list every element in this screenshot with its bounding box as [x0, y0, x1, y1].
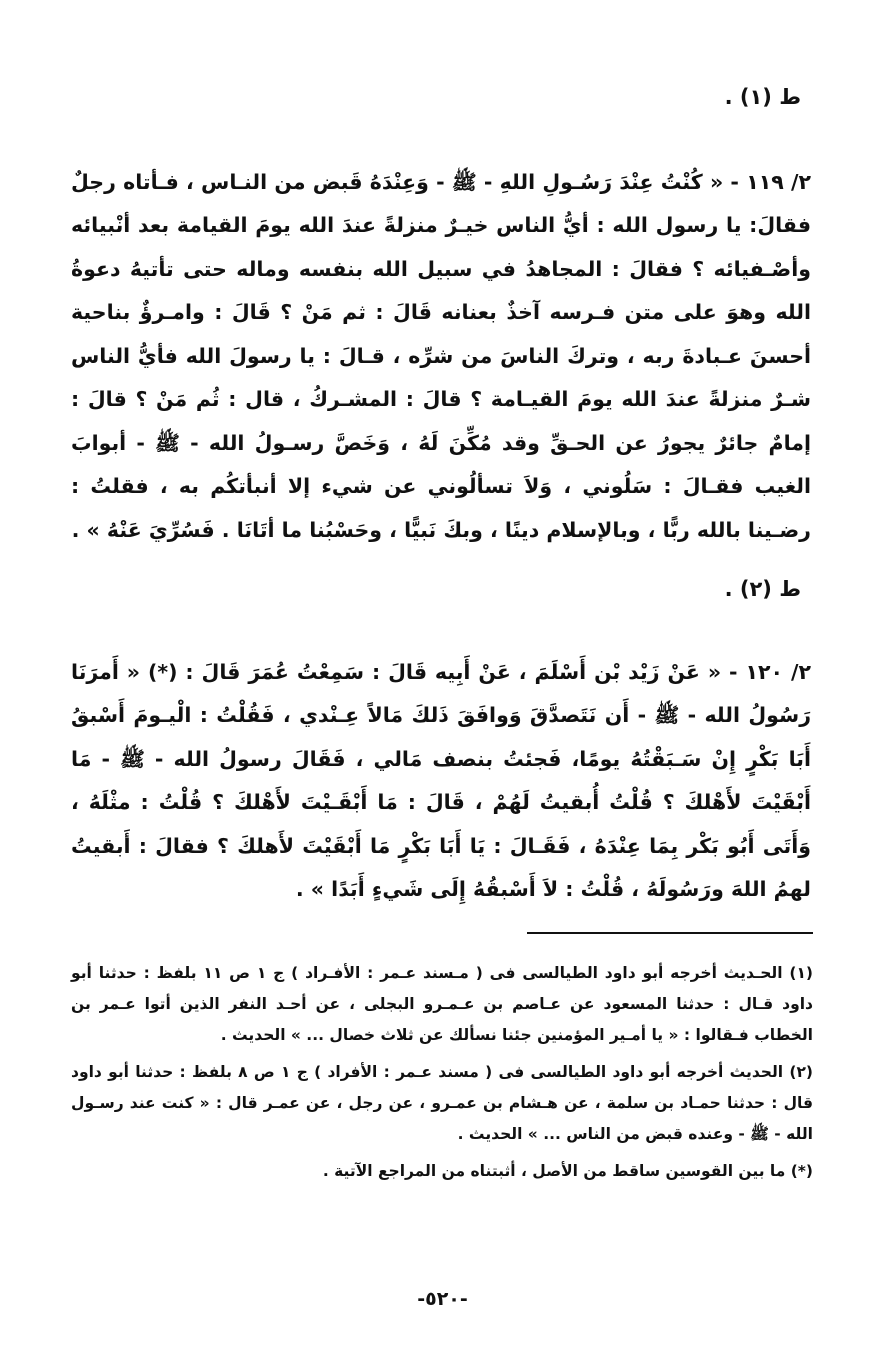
- hadith-120: ٢/ ١٢٠ - « عَنْ زَيْد بْن أَسْلَمَ ، عَنْ أَبِيه قَالَ : سَمِعْتُ عُمَرَ قَالَ : (*) « أَمرَنَا رَسُولُ الله - ﷺ - أَن نَتَصدَّقَ وَوافَقَ ذَلكَ مَالاً عِـنْدي ، فَقُلْتُ : الْيـومَ أَسْبقُ أَبَا بَكْرٍ إِنْ سَـبَقْتُهُ يومًا، فَجئتُ بنصف مَالي ، فَقَالَ رسولُ الله - ﷺ - مَا أَبْقَيْتَ لأَهْلكَ ؟ قُلْتُ أُبقيتُ لَهُمْ ، قَالَ : مَا أَبْقَـيْتَ لأَهْلكَ ؟ قُلْتُ : مثْلَهُ ، وَأَتَى أَبُو بَكْر بِمَا عِنْدَهُ ، فَقَـالَ : يَا أَبَا بَكْرٍ مَا أَبْقَيْتَ لأَهلكَ ؟ فقالَ : أَبقيتُ لهمُ اللهَ ورَسُولَهُ ، قُلْتُ : لاَ أَسْبقُهُ إِلَى شَيءٍ أَبَدًا » .: [71, 659, 811, 901]
- page-number: -٥٢٠-: [417, 1288, 468, 1310]
- source-mark-1: ط (١) .: [724, 85, 801, 109]
- footnote-1: (١) الحـديث أخرجه أبو داود الطيالسى فى ( مـسند عـمر : الأفـراد ) ج ١ ص ١١ بلفظ : حدثنا أبو داود قـال : حدثنا المسعود عن عـاصم بن عـمـرو البجلى ، عن أحـد النفر الذين أتوا عـمر بن الخطاب فـقالوا : « يا أمـير المؤمنين جئنا نسألك عن ثلاث خصال ... » الحديث .: [71, 964, 813, 1044]
- footnote-star: (*) ما بين القوسين ساقط من الأصل ، أثبتناه من المراجع الآتية .: [322, 1162, 813, 1180]
- source-mark-2: ط (٢) .: [724, 577, 801, 601]
- footnotes: [71, 958, 813, 1193]
- footnote-2: (٢) الحديث أخرجه أبو داود الطيالسى فى ( مسند عـمر : الأفراد ) ج ١ ص ٨ بلفظ : حدثنا أبو داود قال : حدثنا حمـاد بن سلمة ، عن هـشام بن عمـرو ، عن رجل ، عن عمـر قال : « كنت عند رسـول الله - ﷺ - وعنده قبض من الناس ... » الحديث .: [71, 1063, 813, 1143]
- hadith-119: ٢/ ١١٩ - « كُنْتُ عِنْدَ رَسُـولِ اللهِ - ﷺ - وَعِنْدَهُ قَبض من النـاس ، فـأتاه رجلٌ فقالَ: يا رسول الله : أيُّ الناس خيـرٌ منزلةً عندَ الله يومَ القيامة بعد أنْبيائه وأصْـفيائه ؟ فقالَ : المجاهدُ في سبيل الله بنفسه وماله حتى تأتيهُ دعوةُ الله وهوَ على متن فـرسه آخذٌ بعنانه قَالَ : ثم مَنْ ؟ قَالَ : وامـرؤٌ بناحية أحسنَ عـبادةَ ربه ، وتركَ الناسَ من شرِّه ، قـالَ : يا رسولَ الله فأيُّ الناس شـرٌ منزلةً عندَ الله يومَ القيـامة ؟ قالَ : المشـركُ ، قال : ثُم مَنْ ؟ قالَ : إمامٌ جائرٌ يجورُ عن الحـقِّ وقد مُكِّنَ لَهُ ، وَخَصَّ رسـولُ الله - ﷺ - أبوابَ الغيب فقـالَ : سَلُوني ، وَلاَ تسألُوني عن شيء إلا أنبأتكُم به ، فقلتُ : رضـينا بالله ربًّا ، وبالإسلام دينًا ، وبكَ نَبيًّا ، وحَسْبُنا ما أتَانَا . فَسُرِّيَ عَنْهُ » .: [71, 169, 812, 542]
- footnote-separator: [527, 932, 813, 934]
